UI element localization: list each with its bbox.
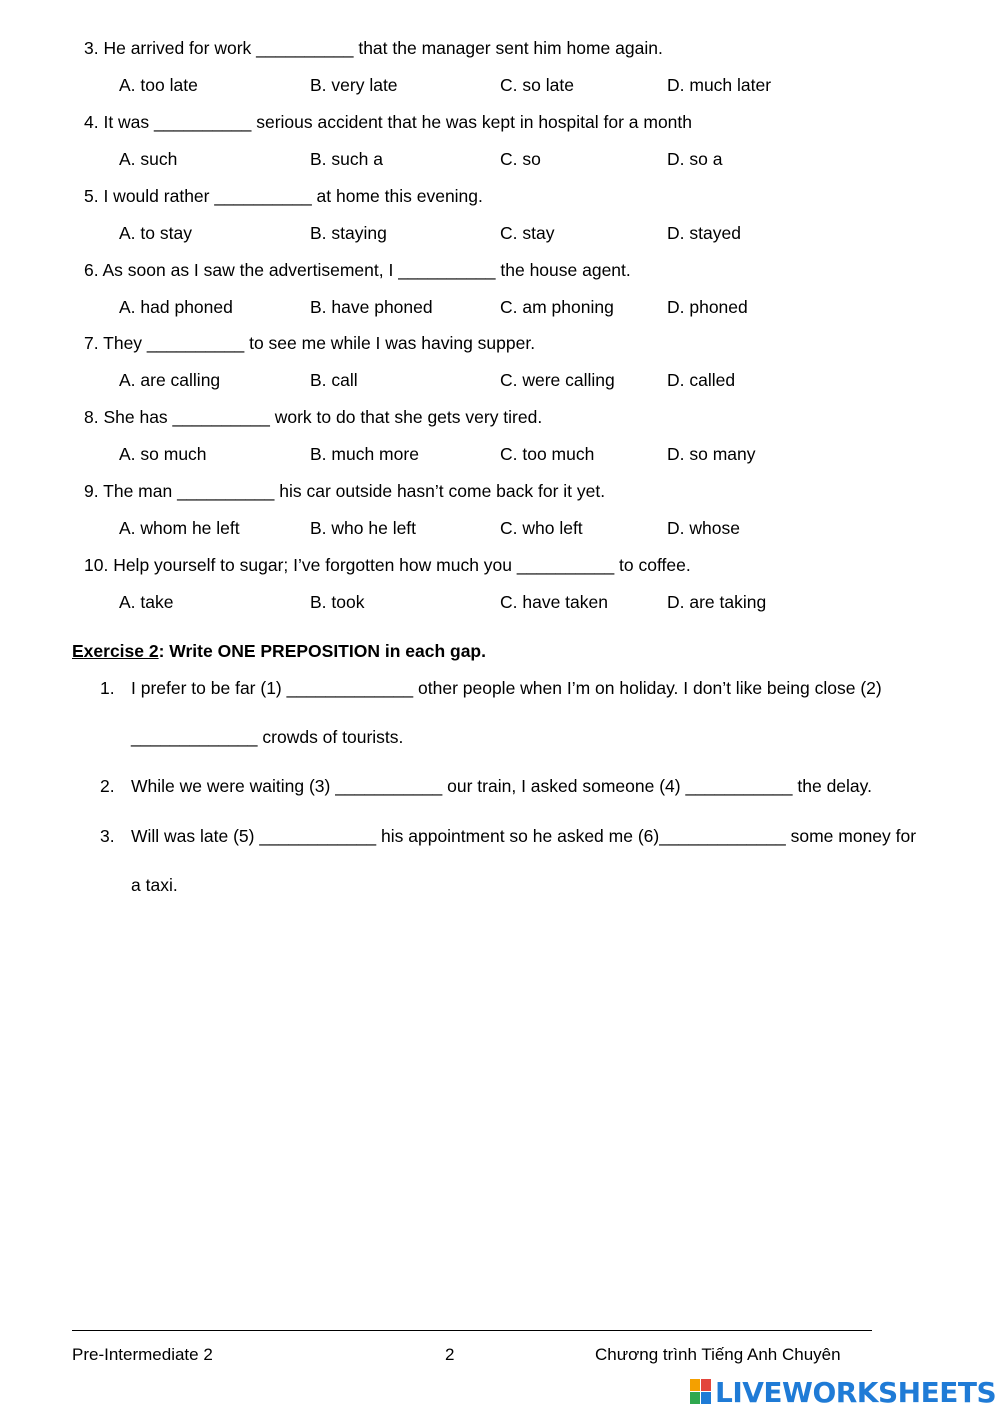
option-c: C. so xyxy=(500,149,541,169)
option-b: B. very late xyxy=(310,75,398,95)
option-b: B. have phoned xyxy=(310,297,433,317)
option-a: A. such xyxy=(119,149,178,169)
question-6-stem: 6. As soon as I saw the advertisement, I __________ the house agent. xyxy=(84,260,631,280)
option-d: D. stayed xyxy=(667,223,741,243)
option-b: B. took xyxy=(310,592,365,612)
option-b: B. such a xyxy=(310,149,383,169)
item-number: 1. xyxy=(100,678,115,698)
option-c: C. am phoning xyxy=(500,297,614,317)
option-a: A. are calling xyxy=(119,370,221,390)
question-5-stem: 5. I would rather __________ at home this evening. xyxy=(84,186,483,206)
option-d: D. called xyxy=(667,370,736,390)
footer-page-number: 2 xyxy=(445,1345,455,1364)
question-8-stem: 8. She has __________ work to do that she gets very tired. xyxy=(84,407,543,427)
question-4-stem: 4. It was __________ serious accident that he was kept in hospital for a month xyxy=(84,112,693,132)
option-d: D. so a xyxy=(667,149,723,169)
question-6-options xyxy=(0,297,1000,319)
option-c: C. too much xyxy=(500,444,595,464)
option-a: A. too late xyxy=(119,75,198,95)
question-5-options xyxy=(0,223,1000,245)
option-a: A. take xyxy=(119,592,174,612)
footer-divider xyxy=(72,1330,872,1331)
exercise-2-instruction: : Write ONE PREPOSITION in each gap. xyxy=(158,641,486,661)
liveworksheets-mark-icon xyxy=(690,1379,712,1405)
option-c: C. so late xyxy=(500,75,574,95)
option-d: D. so many xyxy=(667,444,756,464)
option-d: D. phoned xyxy=(667,297,748,317)
question-7-options xyxy=(0,370,1000,392)
question-9-stem: 9. The man __________ his car outside hasn’t come back for it yet. xyxy=(84,481,606,501)
option-d: D. much later xyxy=(667,75,772,95)
exercise-2-label: Exercise 2 xyxy=(72,641,159,661)
option-a: A. whom he left xyxy=(119,518,240,538)
option-a: A. to stay xyxy=(119,223,192,243)
question-3-stem: 3. He arrived for work __________ that the manager sent him home again. xyxy=(84,38,663,58)
option-d: D. whose xyxy=(667,518,740,538)
item-number: 3. xyxy=(100,826,115,846)
option-c: C. were calling xyxy=(500,370,615,390)
question-8-options xyxy=(0,444,1000,466)
question-3-options xyxy=(0,75,1000,97)
option-c: C. who left xyxy=(500,518,583,538)
option-d: D. are taking xyxy=(667,592,767,612)
item-number: 2. xyxy=(100,776,115,796)
item-line-1: While we were waiting (3) ___________ our train, I asked someone (4) ___________ the delay. xyxy=(131,776,872,796)
option-b: B. staying xyxy=(310,223,387,243)
question-9-options xyxy=(0,518,1000,540)
footer-course-name: Pre-Intermediate 2 xyxy=(72,1345,213,1364)
liveworksheets-wordmark: LIVEWORKSHEETS xyxy=(715,1375,997,1409)
item-line-2: a taxi. xyxy=(131,875,178,895)
option-a: A. so much xyxy=(119,444,207,464)
item-line-1: I prefer to be far (1) _____________ other people when I’m on holiday. I don’t like being close (2) xyxy=(131,678,882,698)
option-b: B. who he left xyxy=(310,518,417,538)
question-4-options xyxy=(0,149,1000,171)
item-line-1: Will was late (5) ____________ his appointment so he asked me (6)_____________ some money for xyxy=(131,826,917,846)
option-c: C. have taken xyxy=(500,592,608,612)
option-b: B. much more xyxy=(310,444,419,464)
option-c: C. stay xyxy=(500,223,555,243)
question-7-stem: 7. They __________ to see me while I was having supper. xyxy=(84,333,536,353)
question-10-options xyxy=(0,592,1000,614)
item-line-2: _____________ crowds of tourists. xyxy=(131,727,404,747)
exercise-2-heading xyxy=(72,641,486,662)
footer-program-name: Chương trình Tiếng Anh Chuyên xyxy=(595,1345,841,1364)
question-10-stem: 10. Help yourself to sugar; I’ve forgotten how much you __________ to coffee. xyxy=(84,555,691,575)
option-a: A. had phoned xyxy=(119,297,233,317)
liveworksheets-logo[interactable] xyxy=(690,1375,996,1409)
option-b: B. call xyxy=(310,370,358,390)
